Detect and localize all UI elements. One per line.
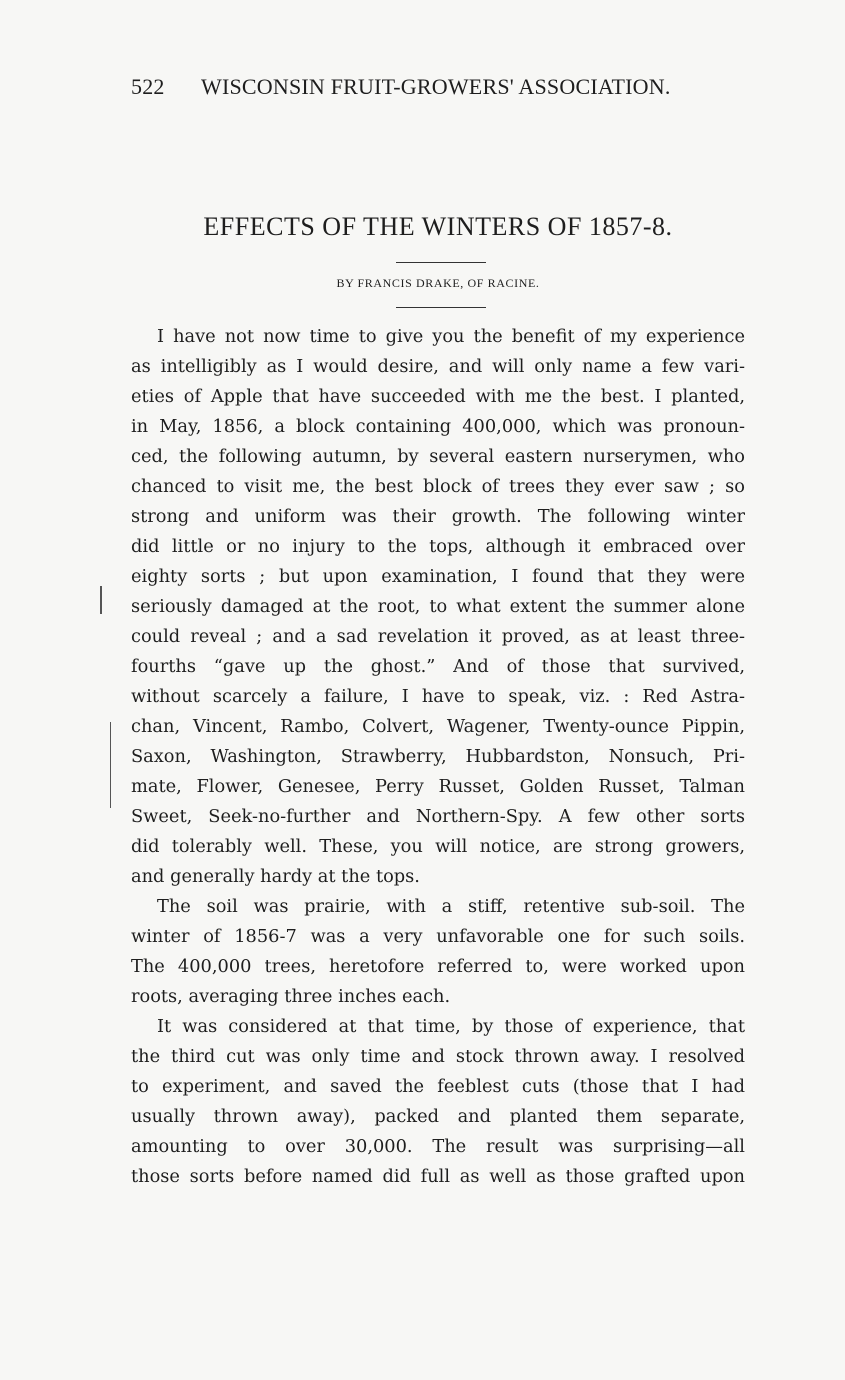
text-line: the third cut was only time and stock thrown away. I resolved [131,1046,745,1067]
text-line: roots, averaging three inches each. [131,986,451,1007]
text-line: could reveal ; and a sad revelation it proved, as at least three- [131,626,745,647]
text-line: seriously damaged at the root, to what extent the summer alone [131,596,745,617]
text-line: did tolerably well. These, you will notice, are strong growers, [131,836,745,857]
text-line: usually thrown away), packed and planted them separate, [131,1106,745,1127]
text-line: Saxon, Washington, Strawberry, Hubbardston, Nonsuch, Pri- [131,746,745,767]
text-line: eighty sorts ; but upon examination, I found that they were [131,566,745,587]
text-line: and generally hardy at the tops. [131,866,420,887]
byline-rule [396,307,486,308]
text-line: those sorts before named did full as well as those grafted upon [131,1166,745,1187]
text-line: It was considered at that time, by those of experience, that [157,1016,745,1037]
body-text [131,322,745,1192]
text-line: I have not now time to give you the benefit of my experience [157,326,745,347]
byline: BY FRANCIS DRAKE, OF RACINE. [336,276,540,290]
margin-pencil-mark [110,722,111,808]
text-line: The soil was prairie, with a stiff, retentive sub-soil. The [157,896,745,917]
text-line: amounting to over 30,000. The result was surprising—all [131,1136,745,1157]
text-line: without scarcely a failure, I have to speak, viz. : Red Astra- [131,686,745,707]
running-head [131,74,691,100]
text-line: to experiment, and saved the feeblest cuts (those that I had [131,1076,745,1097]
title-rule [396,262,486,263]
text-line: strong and uniform was their growth. The following winter [131,506,745,527]
text-line: chan, Vincent, Rambo, Colvert, Wagener, Twenty-ounce Pippin, [131,716,745,737]
text-line: The 400,000 trees, heretofore referred to, were worked upon [131,956,745,977]
text-line: eties of Apple that have succeeded with me the best. I planted, [131,386,745,407]
page-number: 522 [131,74,165,99]
margin-pencil-mark [100,586,102,614]
text-line: chanced to visit me, the best block of trees they ever saw ; so [131,476,745,497]
text-line: ced, the following autumn, by several eastern nurserymen, who [131,446,745,467]
running-title: WISCONSIN FRUIT-GROWERS' ASSOCIATION. [201,74,671,99]
text-line: winter of 1856-7 was a very unfavorable one for such soils. [131,926,745,947]
text-line: in May, 1856, a block containing 400,000, which was pronoun- [131,416,745,437]
text-line: did little or no injury to the tops, although it embraced over [131,536,745,557]
text-line: fourths “gave up the ghost.” And of those that survived, [131,656,745,677]
text-line: as intelligibly as I would desire, and will only name a few vari- [131,356,745,377]
text-line: mate, Flower, Genesee, Perry Russet, Golden Russet, Talman [131,776,745,797]
text-line: Sweet, Seek-no-further and Northern-Spy. A few other sorts [131,806,745,827]
article-title: EFFECTS OF THE WINTERS OF 1857-8. [203,212,673,241]
